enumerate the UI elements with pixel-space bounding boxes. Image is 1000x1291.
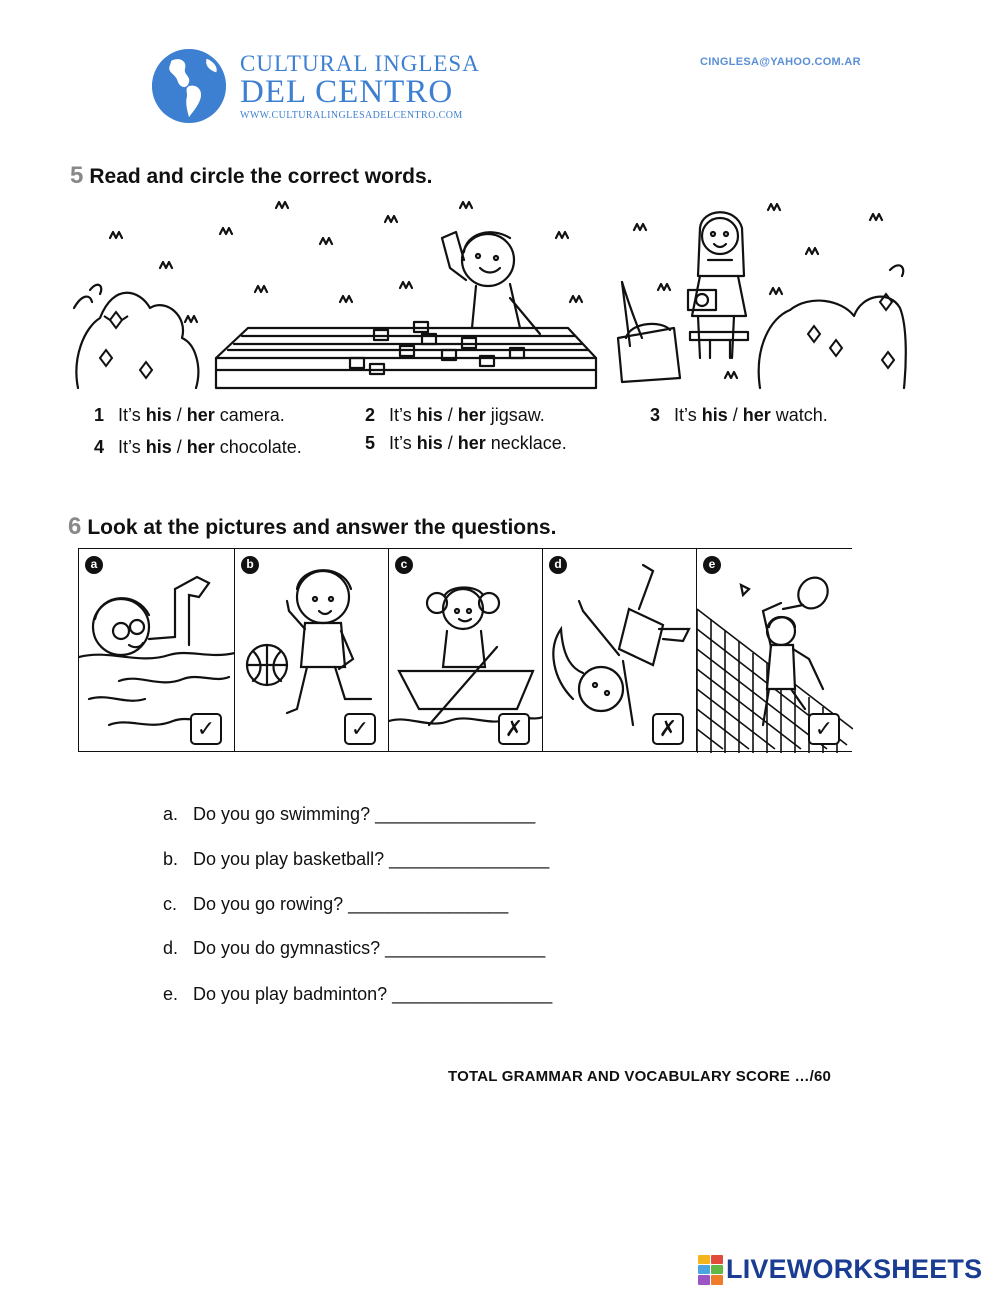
question-e <box>163 984 552 1005</box>
question-text[interactable]: Do you go swimming? ________________ <box>193 804 536 824</box>
exercise6-title: Look at the pictures and answer the questions. <box>87 516 557 539</box>
panel-letter-badge: e <box>703 556 721 574</box>
sentence-number: 1 <box>94 405 105 425</box>
question-d <box>163 938 545 959</box>
sentence-number: 4 <box>94 437 105 457</box>
sentence-pre: It’s <box>674 405 702 425</box>
option-his[interactable]: his <box>416 405 443 425</box>
question-text[interactable]: Do you play badminton? ________________ <box>193 984 553 1004</box>
sentence-pre: It’s <box>118 437 146 457</box>
sentence-pre: It’s <box>389 433 417 453</box>
sentence-pre: It’s <box>389 405 417 425</box>
option-her[interactable]: her <box>186 437 215 457</box>
panel-letter-badge: d <box>549 556 567 574</box>
park-scene-illustration <box>70 198 910 394</box>
sentence-post: watch. <box>770 405 828 425</box>
cross-mark-icon: ✗ <box>652 713 684 745</box>
option-his[interactable]: his <box>416 433 443 453</box>
question-letter: d. <box>163 938 179 958</box>
panel-d-gymnastics <box>542 548 696 752</box>
sentence-4 <box>94 437 302 458</box>
exercise5-number: 5 <box>70 162 84 189</box>
option-her[interactable]: her <box>742 405 771 425</box>
question-letter: c. <box>163 894 178 914</box>
question-b <box>163 849 549 870</box>
question-letter: b. <box>163 849 179 869</box>
option-his[interactable]: his <box>701 405 728 425</box>
question-c <box>163 894 508 915</box>
logo-text <box>240 52 480 121</box>
logo-line1: CULTURAL INGLESA <box>240 51 480 76</box>
exercise5-heading <box>70 162 432 190</box>
brand-name: LIVEWORKSHEETS <box>726 1253 983 1284</box>
tick-mark-icon: ✓ <box>808 713 840 745</box>
sentence-post: necklace. <box>485 433 567 453</box>
sentence-number: 3 <box>650 405 661 425</box>
option-his[interactable]: his <box>145 405 172 425</box>
sentence-post: camera. <box>214 405 285 425</box>
question-a <box>163 804 535 825</box>
sentence-number: 2 <box>365 405 376 425</box>
tick-mark-icon: ✓ <box>344 713 376 745</box>
exercise5-title: Read and circle the correct words. <box>89 165 433 188</box>
panel-letter-badge: c <box>395 556 413 574</box>
exercise6-number: 6 <box>68 513 82 540</box>
option-separator: / <box>727 405 743 425</box>
option-his[interactable]: his <box>145 437 172 457</box>
question-letter: a. <box>163 804 179 824</box>
sentence-2 <box>365 405 545 426</box>
sentence-3 <box>650 405 828 426</box>
tick-mark-icon: ✓ <box>190 713 222 745</box>
activity-picture-strip <box>78 548 852 754</box>
sentence-pre: It’s <box>118 405 146 425</box>
liveworksheets-logo-icon <box>698 1255 722 1283</box>
question-text[interactable]: Do you go rowing? ________________ <box>193 894 509 914</box>
sentence-post: chocolate. <box>214 437 302 457</box>
sentence-1 <box>94 405 285 426</box>
total-score: TOTAL GRAMMAR AND VOCABULARY SCORE …/60 <box>448 1068 832 1085</box>
panel-e-badminton <box>696 548 852 752</box>
panel-c-rowing <box>388 548 542 752</box>
globe-logo-icon <box>150 47 228 125</box>
option-separator: / <box>442 405 458 425</box>
panel-letter-badge: b <box>241 556 259 574</box>
cross-mark-icon: ✗ <box>498 713 530 745</box>
exercise6-heading <box>68 513 556 541</box>
option-separator: / <box>171 405 187 425</box>
logo-line2: DEL CENTRO <box>240 74 454 110</box>
question-text[interactable]: Do you do gymnastics? ________________ <box>193 938 546 958</box>
logo-url: WWW.CULTURALINGLESADELCENTRO.COM <box>240 110 463 121</box>
option-her[interactable]: her <box>457 405 486 425</box>
panel-b-basketball <box>234 548 388 752</box>
contact-email: CINGLESA@YAHOO.COM.AR <box>700 56 861 68</box>
option-separator: / <box>442 433 458 453</box>
option-her[interactable]: her <box>457 433 486 453</box>
option-separator: / <box>171 437 187 457</box>
panel-a-swimming <box>78 548 234 752</box>
option-her[interactable]: her <box>186 405 215 425</box>
question-letter: e. <box>163 984 179 1004</box>
sentence-number: 5 <box>365 433 376 453</box>
sentence-post: jigsaw. <box>485 405 545 425</box>
question-text[interactable]: Do you play basketball? ________________ <box>193 849 550 869</box>
panel-letter-badge: a <box>85 556 103 574</box>
liveworksheets-brand[interactable] <box>698 1252 982 1286</box>
sentence-5 <box>365 433 567 454</box>
